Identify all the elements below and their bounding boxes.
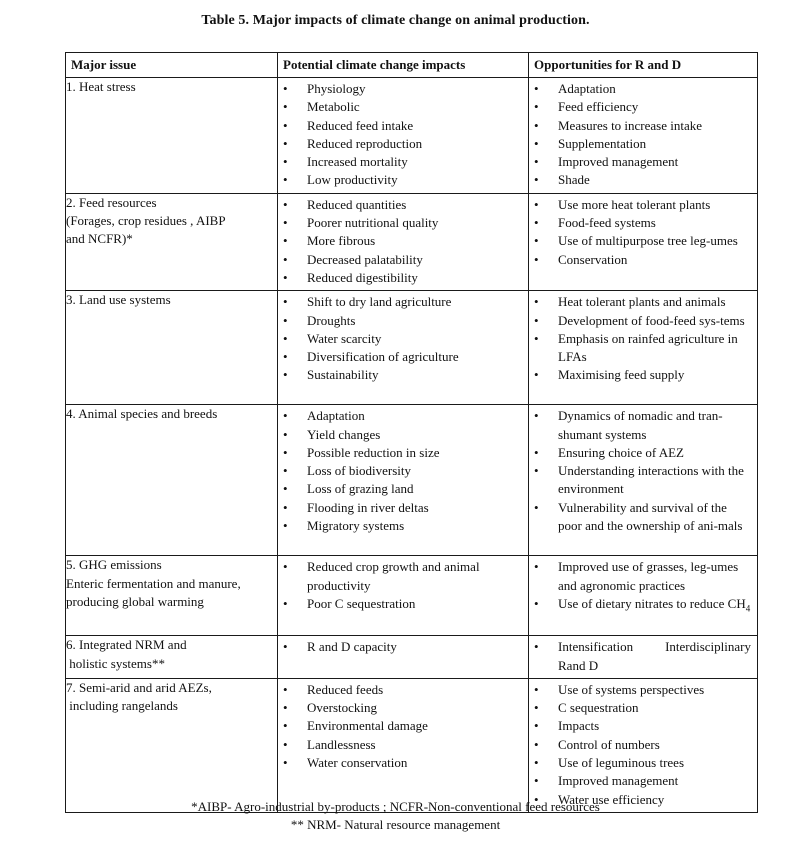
impacts-cell <box>278 678 529 812</box>
list-item: • Improved management <box>534 153 751 171</box>
issue-text: producing global warming <box>66 593 204 609</box>
issue-text: 4. Animal species and breeds <box>66 406 218 422</box>
list-item: • Emphasis on rainfed agriculture in LFAs <box>534 330 751 367</box>
ch4-subscript: 4 <box>745 603 751 614</box>
list-item: • Food-feed systems <box>534 214 751 232</box>
list-item: • Environmental damage <box>283 717 522 735</box>
list-item: • Loss of biodiversity <box>283 462 522 480</box>
list-item: • Metabolic <box>283 98 522 116</box>
issue-text: 7. Semi-arid and arid AEZs, <box>66 679 212 695</box>
list-item: • Use of leguminous trees <box>534 754 751 772</box>
list-item: • Water scarcity <box>283 330 522 348</box>
list-item: • Water conservation <box>283 754 522 772</box>
list-item: • Maximising feed supply <box>534 366 751 384</box>
opportunities-cell <box>529 678 758 812</box>
issue-cell <box>66 678 278 812</box>
issue-cell <box>66 556 278 636</box>
list-item: • Use more heat tolerant plants <box>534 196 751 214</box>
footnote-aibp: *AIBP- Agro-industrial by-products ; NCFR-Non-conventional feed resources <box>191 799 600 814</box>
issue-text: 3. Land use systems <box>66 292 171 308</box>
list-item: • Sustainability <box>283 366 522 384</box>
header-opportunities: Opportunities for R and D <box>529 53 758 78</box>
impacts-list <box>278 636 528 659</box>
list-item: • Supplementation <box>534 135 751 153</box>
issue-cell <box>66 405 278 556</box>
list-item: • More fibrous <box>283 232 522 250</box>
impacts-cell <box>278 556 529 636</box>
table-row <box>66 193 758 290</box>
opportunities-list <box>529 556 757 616</box>
list-item: • Measures to increase intake <box>534 117 751 135</box>
impacts-cell <box>278 78 529 194</box>
issue-text: holistic systems** <box>66 655 165 671</box>
list-item: • Water use efficiency <box>534 791 751 809</box>
list-item: • Use of multipurpose tree leg-umes <box>534 232 751 250</box>
table-row <box>66 556 758 636</box>
list-item: • Improved use of grasses, leg-umes and agronomic practices <box>534 558 751 595</box>
impacts-list <box>278 405 528 538</box>
list-item: • C sequestration <box>534 699 751 717</box>
impacts-cell <box>278 636 529 679</box>
issue-text: 5. GHG emissions <box>66 557 162 573</box>
table-row <box>66 78 758 194</box>
opportunities-cell <box>529 636 758 679</box>
table-row <box>66 405 758 556</box>
list-item: • Physiology <box>283 80 522 98</box>
table-row <box>66 636 758 679</box>
list-item: • Reduced digestibility <box>283 269 522 287</box>
opportunities-cell <box>529 78 758 194</box>
opportunities-list <box>529 679 757 812</box>
list-item: • Reduced reproduction <box>283 135 522 153</box>
impacts-list <box>278 78 528 193</box>
list-item: • Possible reduction in size <box>283 444 522 462</box>
list-item: • Droughts <box>283 312 522 330</box>
list-item: • Reduced feeds <box>283 681 522 699</box>
table-row <box>66 678 758 812</box>
opportunities-cell <box>529 405 758 556</box>
opportunities-cell <box>529 556 758 636</box>
list-item: • Flooding in river deltas <box>283 499 522 517</box>
list-item: • Adaptation <box>534 80 751 98</box>
list-item: • Conservation <box>534 251 751 269</box>
list-item: • Reduced feed intake <box>283 117 522 135</box>
issue-text: 2. Feed resources <box>66 194 157 210</box>
list-item: • Understanding interactions with the environment <box>534 462 751 499</box>
opportunities-list <box>529 194 757 272</box>
list-item: • Adaptation <box>283 407 522 425</box>
list-item: • Poorer nutritional quality <box>283 214 522 232</box>
list-item: • Landlessness <box>283 736 522 754</box>
header-major-issue: Major issue <box>66 53 278 78</box>
list-item: • Dynamics of nomadic and tran-shumant systems <box>534 407 751 444</box>
list-item <box>534 595 751 613</box>
opportunities-cell <box>529 193 758 290</box>
issue-text: (Forages, crop residues , AIBP <box>66 213 226 229</box>
impacts-list <box>278 194 528 290</box>
opportunities-list <box>529 291 757 387</box>
table-title: Table 5. Major impacts of climate change on animal production. <box>201 13 590 28</box>
list-item: • Control of numbers <box>534 736 751 754</box>
opportunities-list <box>529 78 757 193</box>
opportunities-cell <box>529 291 758 405</box>
list-item: • Heat tolerant plants and animals <box>534 293 751 311</box>
list-item: • Development of food-feed sys-tems <box>534 312 751 330</box>
list-item: • Ensuring choice of AEZ <box>534 444 751 462</box>
list-item: • Intensification Interdisciplinary Rand D <box>534 638 751 675</box>
list-item: • Shade <box>534 171 751 189</box>
list-item: • Decreased palatability <box>283 251 522 269</box>
issue-text: 6. Integrated NRM and <box>66 637 187 653</box>
issue-cell <box>66 636 278 679</box>
ch4-text: Use of dietary nitrates to reduce CH <box>558 595 746 611</box>
issue-cell <box>66 291 278 405</box>
list-item: • Poor C sequestration <box>283 595 522 613</box>
impacts-list <box>278 556 528 616</box>
list-item: • R and D capacity <box>283 638 522 656</box>
opportunities-list <box>529 636 757 678</box>
list-item: • Increased mortality <box>283 153 522 171</box>
impacts-list <box>278 679 528 775</box>
table-row <box>66 291 758 405</box>
impacts-cell <box>278 291 529 405</box>
issue-cell <box>66 193 278 290</box>
list-item: • Improved management <box>534 772 751 790</box>
list-item: • Migratory systems <box>283 517 522 535</box>
list-item: • Loss of grazing land <box>283 480 522 498</box>
list-item: • Reduced quantities <box>283 196 522 214</box>
list-item: • Overstocking <box>283 699 522 717</box>
list-item: • Reduced crop growth and animal productivity <box>283 558 522 595</box>
issue-text: and NCFR)* <box>66 231 133 247</box>
header-row <box>66 53 758 78</box>
climate-impacts-table <box>65 52 758 813</box>
list-item: • Diversification of agriculture <box>283 348 522 366</box>
list-item: • Impacts <box>534 717 751 735</box>
list-item: • Use of systems perspectives <box>534 681 751 699</box>
list-item: • Shift to dry land agriculture <box>283 293 522 311</box>
footnote-nrm: ** NRM- Natural resource management <box>290 817 501 832</box>
issue-text: Enteric fermentation and manure, <box>66 575 241 591</box>
issue-text: including rangelands <box>66 698 178 714</box>
issue-text: 1. Heat stress <box>66 79 136 94</box>
list-item: • Feed efficiency <box>534 98 751 116</box>
issue-cell <box>66 78 278 194</box>
list-item: • Low productivity <box>283 171 522 189</box>
list-item: • Vulnerability and survival of the poor and the ownership of ani-mals <box>534 499 751 536</box>
impacts-cell <box>278 405 529 556</box>
impacts-list <box>278 291 528 387</box>
list-item: • Yield changes <box>283 426 522 444</box>
header-potential-impacts: Potential climate change impacts <box>278 53 529 78</box>
opportunities-list <box>529 405 757 538</box>
impacts-cell <box>278 193 529 290</box>
